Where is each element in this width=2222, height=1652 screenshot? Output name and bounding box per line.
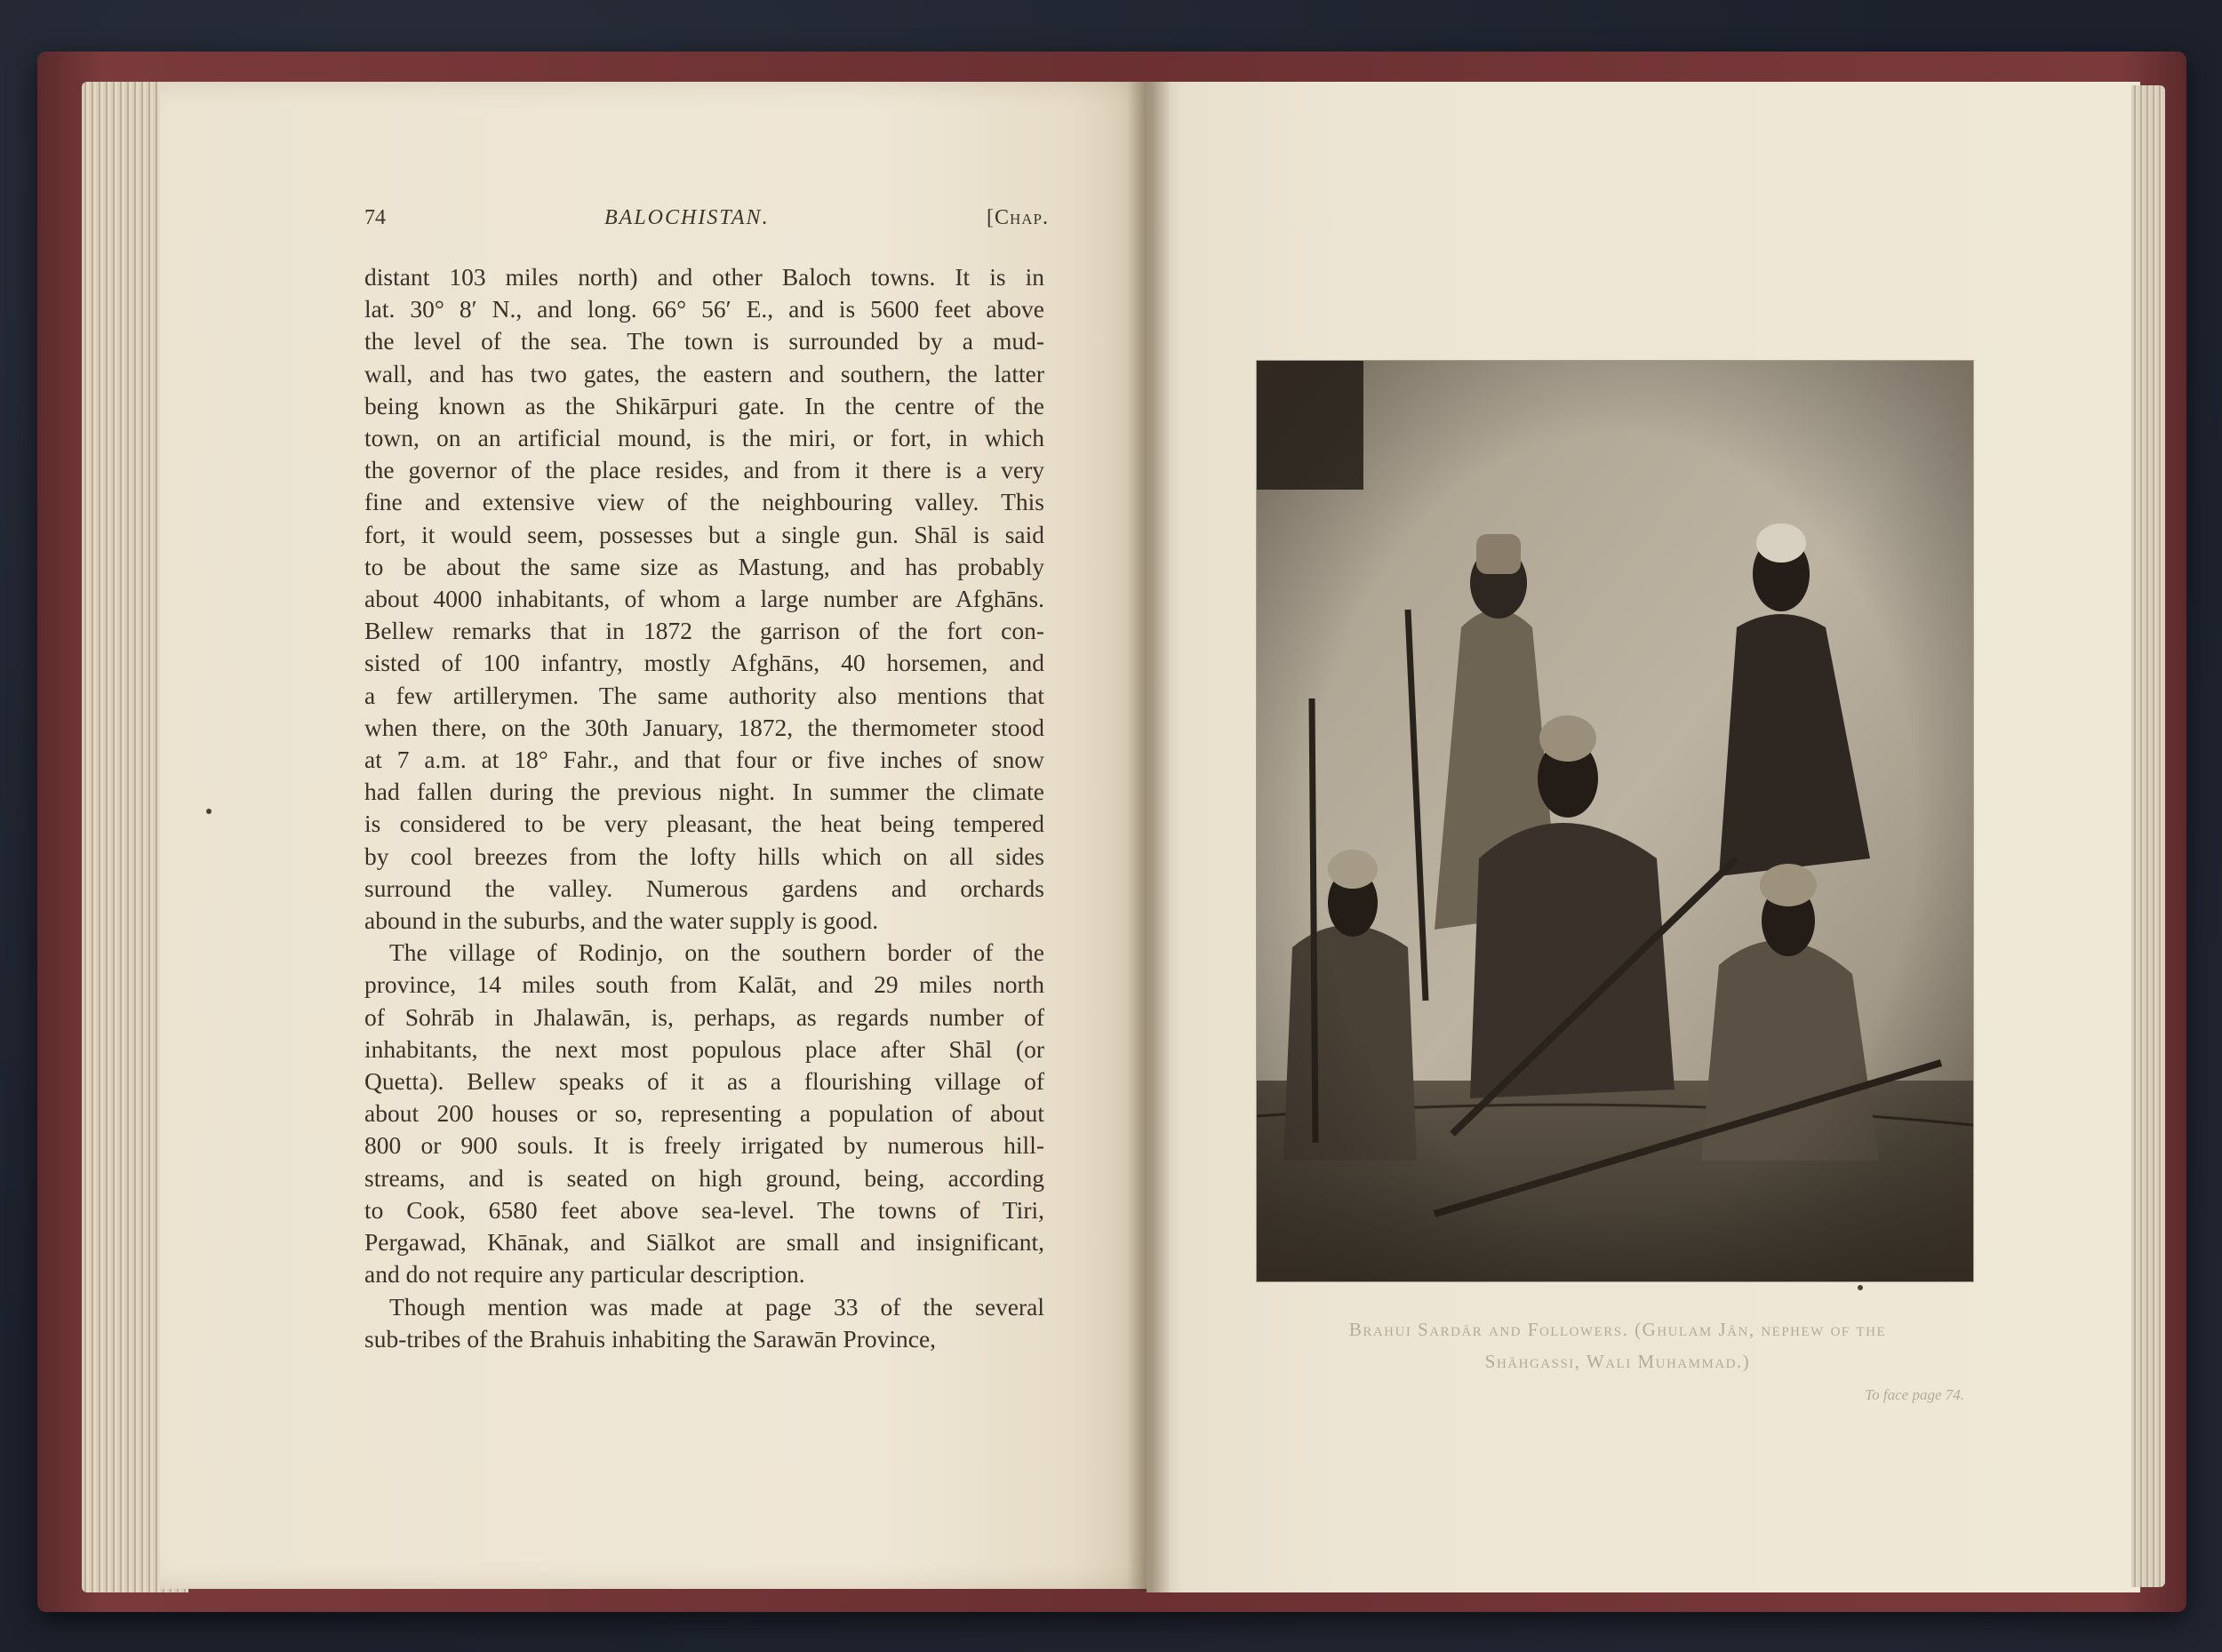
right-page-edges	[2131, 85, 2165, 1587]
chapter-marker: [Chap.	[986, 206, 1049, 229]
running-title: BALOCHISTAN.	[604, 206, 770, 229]
text-line: to be about the same size as Mastung, and has probably	[364, 552, 1044, 580]
text-line: lat. 30° 8′ N., and long. 66° 56′ E., and is 5600 feet above	[364, 295, 1044, 323]
text-line: at 7 a.m. at 18° Fahr., and that four or five inches of snow	[364, 746, 1044, 774]
face-page-note: To face page 74.	[1865, 1386, 1964, 1403]
page-number: 74	[364, 206, 386, 229]
text-line: sisted of 100 infantry, mostly Afghāns, 40 horsemen, and	[364, 649, 1044, 677]
text-line: distant 103 miles north) and other Baloch towns. It is in	[364, 263, 1044, 291]
text-line: the governor of the place resides, and from it there is a very	[364, 456, 1044, 484]
photograph-plate	[1257, 361, 1973, 1281]
text-line: a few artillerymen. The same authority also mentions that	[364, 681, 1044, 709]
text-line: Pergawad, Khānak, and Siālkot are small and insignificant,	[364, 1228, 1044, 1257]
text-line: by cool breezes from the lofty hills which on all sides	[364, 842, 1044, 870]
text-line: sub-tribes of the Brahuis inhabiting the Sarawān Province,	[364, 1324, 937, 1353]
text-line: of Sohrāb in Jhalawān, is, perhaps, as regards number of	[364, 1002, 1044, 1031]
text-line: and do not require any particular description.	[364, 1260, 805, 1289]
text-line: inhabitants, the next most populous place after Shāl (or	[364, 1034, 1044, 1063]
text-line: had fallen during the previous night. In summer the climate	[364, 778, 1044, 806]
text-line: fine and extensive view of the neighbouring valley. This	[364, 488, 1044, 516]
text-line: about 200 houses or so, representing a population of about	[364, 1099, 1044, 1128]
text-line: wall, and has two gates, the eastern and southern, the latter	[364, 359, 1044, 387]
text-line: 800 or 900 souls. It is freely irrigated by numerous hill-	[364, 1131, 1044, 1160]
book-gutter	[1127, 82, 1171, 1592]
page-spot	[1858, 1285, 1863, 1290]
text-line: Though mention was made at page 33 of the several	[389, 1292, 1044, 1321]
text-line: town, on an artificial mound, is the miri, or fort, in which	[364, 424, 1044, 452]
text-line: is considered to be very pleasant, the heat being tempered	[364, 810, 1044, 838]
group-portrait-image	[1257, 361, 1973, 1281]
caption-line-1: Brahui Sardār and Followers. (Ghulam Jān, nephew of the	[1348, 1319, 1887, 1340]
text-line: when there, on the 30th January, 1872, the thermometer stood	[364, 713, 1044, 741]
running-head	[364, 206, 1049, 242]
text-line: about 4000 inhabitants, of whom a large number are Afghāns.	[364, 585, 1044, 613]
caption-line-2: Shāhgassi, Wali Muhammad.)	[1484, 1351, 1751, 1372]
text-line: Quetta). Bellew speaks of it as a flourishing village of	[364, 1067, 1044, 1096]
body-text	[364, 261, 1044, 1355]
text-line: province, 14 miles south from Kalāt, and 29 miles north	[364, 970, 1044, 999]
text-line: surround the valley. Numerous gardens and orchards	[364, 874, 1044, 902]
text-line: the level of the sea. The town is surrounded by a mud-	[364, 327, 1044, 355]
text-line: fort, it would seem, possesses but a single gun. Shāl is said	[364, 520, 1044, 548]
text-line: being known as the Shikārpuri gate. In the centre of the	[364, 391, 1044, 419]
plate-caption	[1244, 1313, 1991, 1377]
text-line: to Cook, 6580 feet above sea-level. The towns of Tiri,	[364, 1195, 1044, 1224]
text-line: Bellew remarks that in 1872 the garrison of the fort con-	[364, 617, 1044, 645]
text-line: abound in the suburbs, and the water supply is good.	[364, 906, 879, 935]
text-line: streams, and is seated on high ground, being, according	[364, 1163, 1044, 1192]
page-spot	[206, 809, 212, 814]
text-line: The village of Rodinjo, on the southern border of the	[389, 938, 1044, 967]
